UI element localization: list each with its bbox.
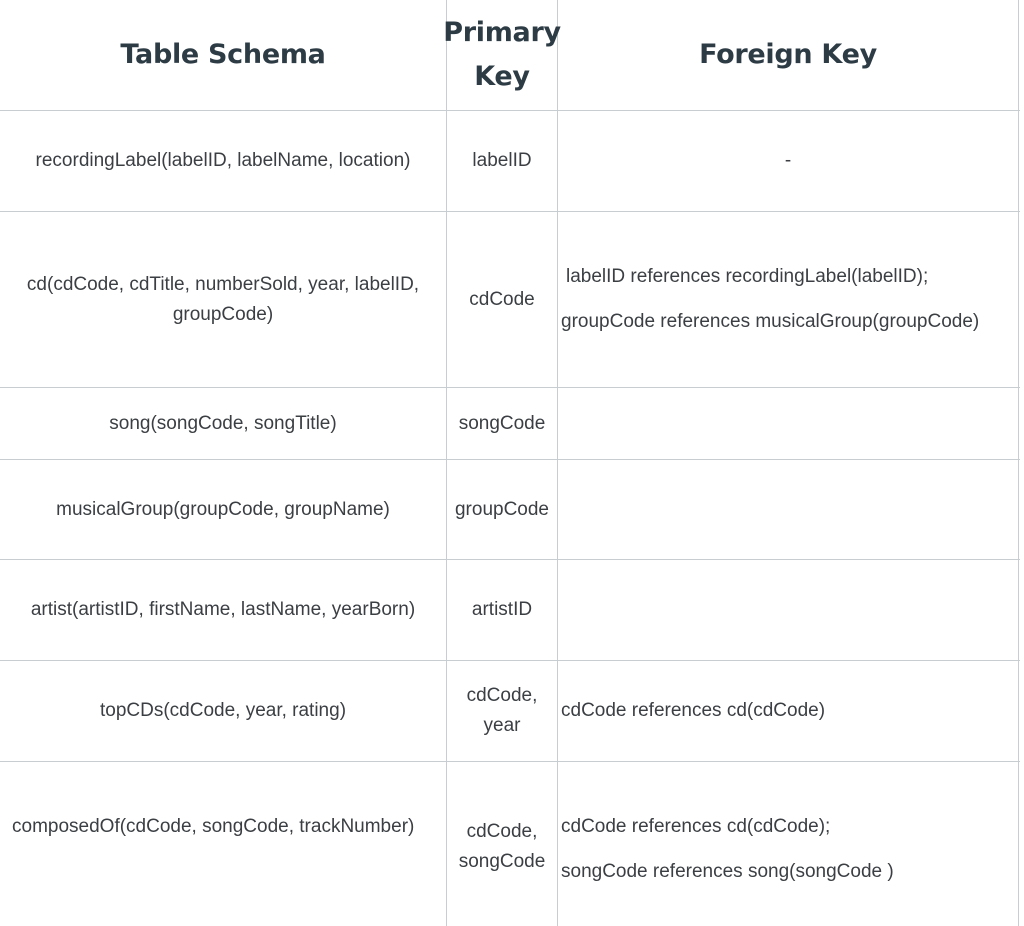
schema-text: song(songCode, songTitle) (109, 412, 337, 434)
header-primary-key-line1: Primary (443, 17, 561, 48)
header-foreign-key-label: Foreign Key (699, 39, 877, 70)
table-row-cd-fk-line1: labelID references recordingLabel(labelID); (566, 266, 929, 287)
table-row-recordinglabel-fk (558, 111, 1018, 211)
table-row-cd-fk-line2: groupCode references musicalGroup(groupCode) (561, 311, 980, 332)
table-row-cd-schema (0, 212, 446, 387)
pk-text: cdCode (469, 288, 535, 310)
schema-text: topCDs(cdCode, year, rating) (99, 700, 347, 721)
table-row-song-pk (447, 388, 557, 459)
table-row-composedof-pk (447, 815, 557, 879)
table-row-musicalgroup-pk (447, 460, 557, 559)
schema-text-line2: groupCode) (172, 303, 274, 325)
table-row-artist-schema (0, 560, 446, 660)
table-row-composedof-fk-line2: songCode references song(songCode ) (561, 861, 894, 882)
schema-text-line1: cd(cdCode, cdTitle, numberSold, year, labelID, (26, 273, 420, 295)
pk-text: artistID (471, 599, 533, 620)
schema-text: recordingLabel(labelID, labelName, location) (35, 150, 411, 171)
table-right-border (1018, 0, 1019, 926)
table-row-musicalgroup-schema (0, 460, 446, 559)
schema-text: artist(artistID, firstName, lastName, yearBorn) (30, 599, 416, 620)
table-row-cd-pk (447, 212, 557, 387)
header-table-schema (0, 0, 446, 110)
table-row-recordinglabel-schema (0, 111, 446, 211)
header-foreign-key (558, 0, 1018, 110)
pk-text-line1: cdCode, (466, 685, 538, 706)
table-row-composedof-fk-line1: cdCode references cd(cdCode); (561, 816, 831, 837)
pk-text: labelID (472, 150, 532, 171)
row-divider (0, 761, 1020, 762)
table-row-artist-fk (558, 560, 1018, 660)
pk-text-line2: year (483, 715, 521, 736)
table-row-song-fk (558, 388, 1018, 459)
table-row-topcds-pk (447, 661, 557, 761)
header-primary-key-line2: Key (474, 61, 530, 92)
table-row-topcds-fk: cdCode references cd(cdCode) (561, 700, 826, 721)
table-row-musicalgroup-fk (558, 460, 1018, 559)
table-row-song-schema (0, 388, 446, 459)
table-row-artist-pk (447, 560, 557, 660)
pk-text-line1: cdCode, (466, 821, 538, 842)
header-primary-key (443, 0, 561, 110)
pk-text: groupCode (454, 498, 550, 520)
schema-text: musicalGroup(groupCode, groupName) (56, 498, 390, 520)
fk-text: - (784, 150, 792, 171)
table-row-composedof-schema: composedOf(cdCode, songCode, trackNumber) (12, 816, 415, 837)
table-row-recordinglabel-pk (447, 111, 557, 211)
pk-text-line2: songCode (458, 851, 546, 872)
pk-text: songCode (458, 412, 546, 434)
table-row-topcds-schema (0, 661, 446, 761)
header-table-schema-label: Table Schema (120, 39, 326, 70)
